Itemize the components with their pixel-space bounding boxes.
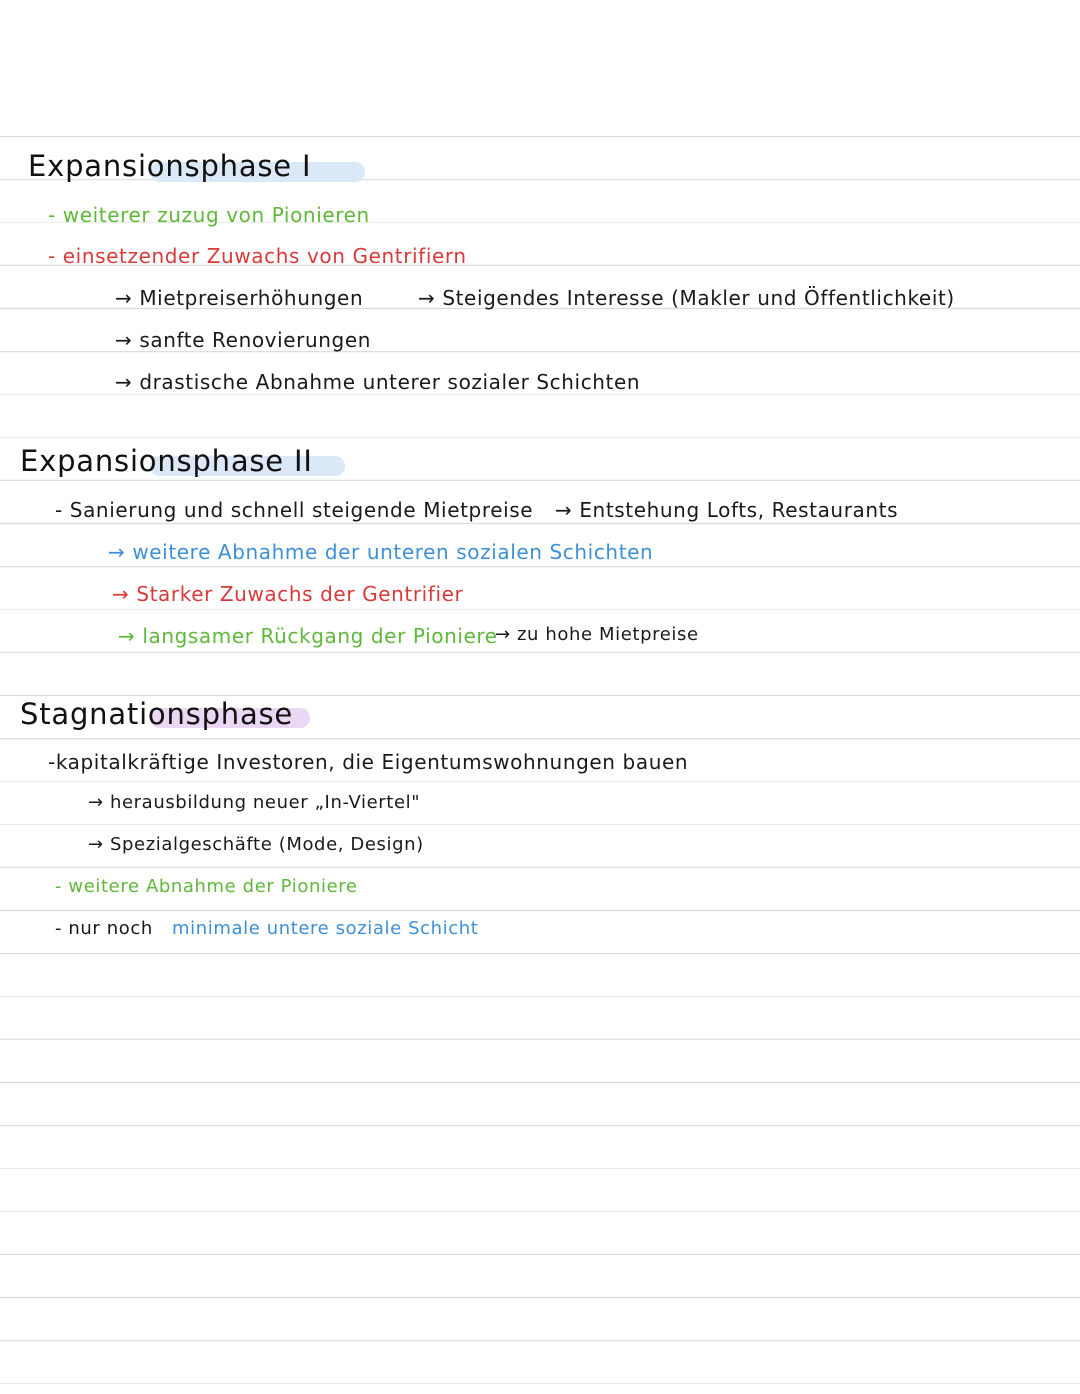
section1-line1: - weiterer zuzug von Pionieren: [48, 203, 370, 227]
section1-title: Expansionsphase I: [28, 149, 312, 183]
section1-line4: → sanfte Renovierungen: [115, 328, 372, 352]
section3-line5b: minimale untere soziale Schicht: [172, 918, 479, 939]
section1-line3b: → Steigendes Interesse (Makler und Öffentlichkeit): [418, 286, 955, 310]
section2-line2: → weitere Abnahme der unteren sozialen Schichten: [108, 540, 654, 564]
section2-line1b: → Entstehung Lofts, Restaurants: [555, 498, 899, 522]
section3-title: Stagnationsphase: [20, 697, 294, 731]
section3-line1: -kapitalkräftige Investoren, die Eigentumswohnungen bauen: [48, 750, 689, 774]
section2-line3: → Starker Zuwachs der Gentrifier: [112, 582, 464, 606]
section1-line3a: → Mietpreiserhöhungen: [115, 286, 364, 310]
section2-line1a: - Sanierung und schnell steigende Mietpreise: [55, 498, 534, 522]
section2-line4a: → langsamer Rückgang der Pioniere: [118, 624, 498, 648]
section3-line5a: - nur noch: [55, 918, 153, 939]
section2-line4b: → zu hohe Mietpreise: [495, 624, 699, 645]
section1-line2: - einsetzender Zuwachs von Gentrifiern: [48, 244, 467, 268]
section1-line5: → drastische Abnahme unterer sozialer Schichten: [115, 370, 641, 394]
section3-line3: → Spezialgeschäfte (Mode, Design): [88, 834, 424, 855]
section3-line2: → herausbildung neuer „In-Viertel": [88, 792, 421, 813]
section3-line4: - weitere Abnahme der Pioniere: [55, 876, 358, 897]
section2-title: Expansionsphase II: [20, 444, 313, 478]
